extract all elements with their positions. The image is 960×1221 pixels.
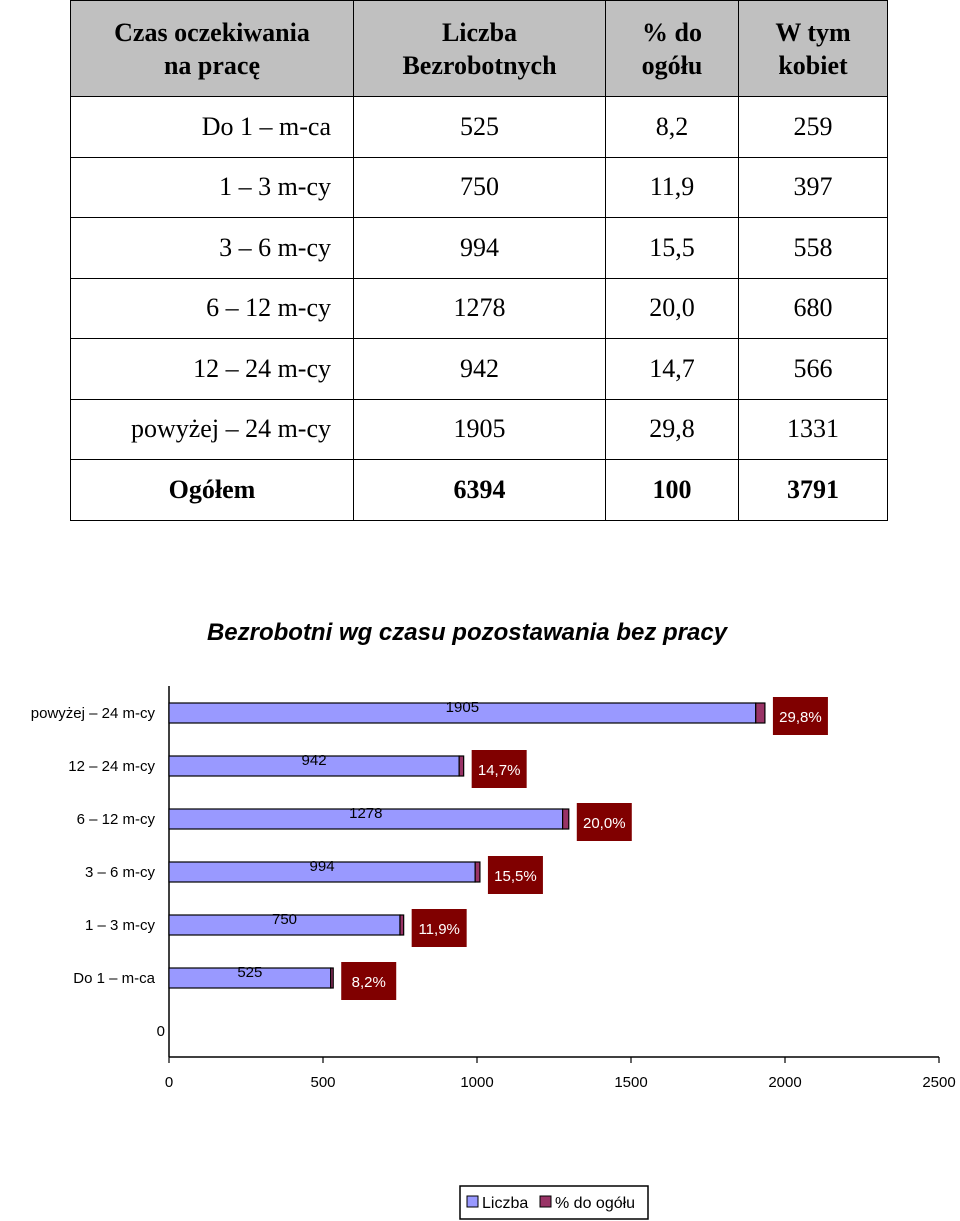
row-label: 3 – 6 m-cy [71, 218, 354, 279]
cell-percent: 29,8 [606, 399, 739, 460]
bar-percent [400, 915, 404, 935]
category-label: 3 – 6 m-cy [84, 864, 155, 881]
x-tick-label: 2000 [768, 1074, 802, 1091]
category-label: 12 – 24 m-cy [68, 758, 155, 775]
table-row [71, 218, 888, 279]
duration-bar-chart [0, 600, 960, 1221]
row-label: 6 – 12 m-cy [71, 278, 354, 339]
cell-women: 680 [739, 278, 888, 339]
category-label: powyżej – 24 m-cy [30, 705, 155, 722]
header-waiting-time: Czas oczekiwania na pracę [71, 1, 354, 97]
table-total-row [71, 460, 888, 521]
bar-percent [459, 756, 464, 776]
data-label-liczba: 942 [301, 752, 327, 769]
cell-women: 566 [739, 339, 888, 400]
bar-percent [756, 703, 765, 723]
data-label-percent: 15,5% [494, 868, 537, 885]
legend-label-liczba: Liczba [482, 1195, 529, 1212]
total-percent: 100 [606, 460, 739, 521]
cell-women: 1331 [739, 399, 888, 460]
data-label-percent: 20,0% [583, 815, 626, 832]
cell-women: 397 [739, 157, 888, 218]
table-row [71, 339, 888, 400]
category-label: Do 1 – m-ca [73, 970, 155, 987]
data-label-percent: 8,2% [351, 974, 386, 991]
cell-women: 558 [739, 218, 888, 279]
x-tick-label: 500 [310, 1074, 336, 1091]
chart-title: Bezrobotni wg czasu pozostawania bez pracy [206, 619, 728, 646]
cell-percent: 20,0 [606, 278, 739, 339]
unemployment-table [70, 0, 888, 521]
cell-percent: 8,2 [606, 97, 739, 158]
table-row [71, 157, 888, 218]
cell-count: 1278 [354, 278, 606, 339]
row-label: powyżej – 24 m-cy [71, 399, 354, 460]
total-women: 3791 [739, 460, 888, 521]
row-label: 1 – 3 m-cy [71, 157, 354, 218]
legend-label-percent: % do ogółu [555, 1195, 636, 1212]
total-count: 6394 [354, 460, 606, 521]
data-label-percent: 11,9% [418, 921, 460, 938]
cell-count: 525 [354, 97, 606, 158]
cell-percent: 11,9 [606, 157, 739, 218]
cell-women: 259 [739, 97, 888, 158]
x-tick-label: 0 [164, 1074, 174, 1091]
category-label: 1 – 3 m-cy [84, 917, 155, 934]
x-tick-label: 1000 [460, 1074, 494, 1091]
x-tick-label: 2500 [922, 1074, 956, 1091]
cell-percent: 14,7 [606, 339, 739, 400]
cell-percent: 15,5 [606, 218, 739, 279]
data-label-liczba: 1278 [349, 805, 383, 822]
x-tick-label: 1500 [614, 1074, 648, 1091]
legend-swatch-liczba [467, 1196, 478, 1207]
table-header-row [71, 1, 888, 97]
legend-swatch-percent [540, 1196, 551, 1207]
cell-count: 994 [354, 218, 606, 279]
category-label: 6 – 12 m-cy [76, 811, 155, 828]
table-row [71, 399, 888, 460]
data-label-liczba: 1905 [445, 699, 480, 716]
bar-percent [475, 862, 480, 882]
bar-percent [331, 968, 334, 988]
cell-count: 942 [354, 339, 606, 400]
data-label-percent: 29,8% [779, 709, 822, 726]
data-label-liczba: 750 [271, 911, 298, 928]
total-label: Ogółem [71, 460, 354, 521]
cell-count: 1905 [354, 399, 606, 460]
cell-count: 750 [354, 157, 606, 218]
data-label-percent: 14,7% [477, 762, 521, 779]
row-label: 12 – 24 m-cy [71, 339, 354, 400]
data-label-liczba: 525 [237, 964, 263, 981]
row-label: Do 1 – m-ca [71, 97, 354, 158]
y-extra-label: 0 [156, 1023, 165, 1040]
data-label-liczba: 994 [309, 858, 335, 875]
table-row [71, 278, 888, 339]
header-unemployed-count: Liczba Bezrobotnych [354, 1, 606, 97]
table-row [71, 97, 888, 158]
bar-percent [563, 809, 569, 829]
header-percent-total: % do ogółu [606, 1, 739, 97]
header-women: W tym kobiet [739, 1, 888, 97]
